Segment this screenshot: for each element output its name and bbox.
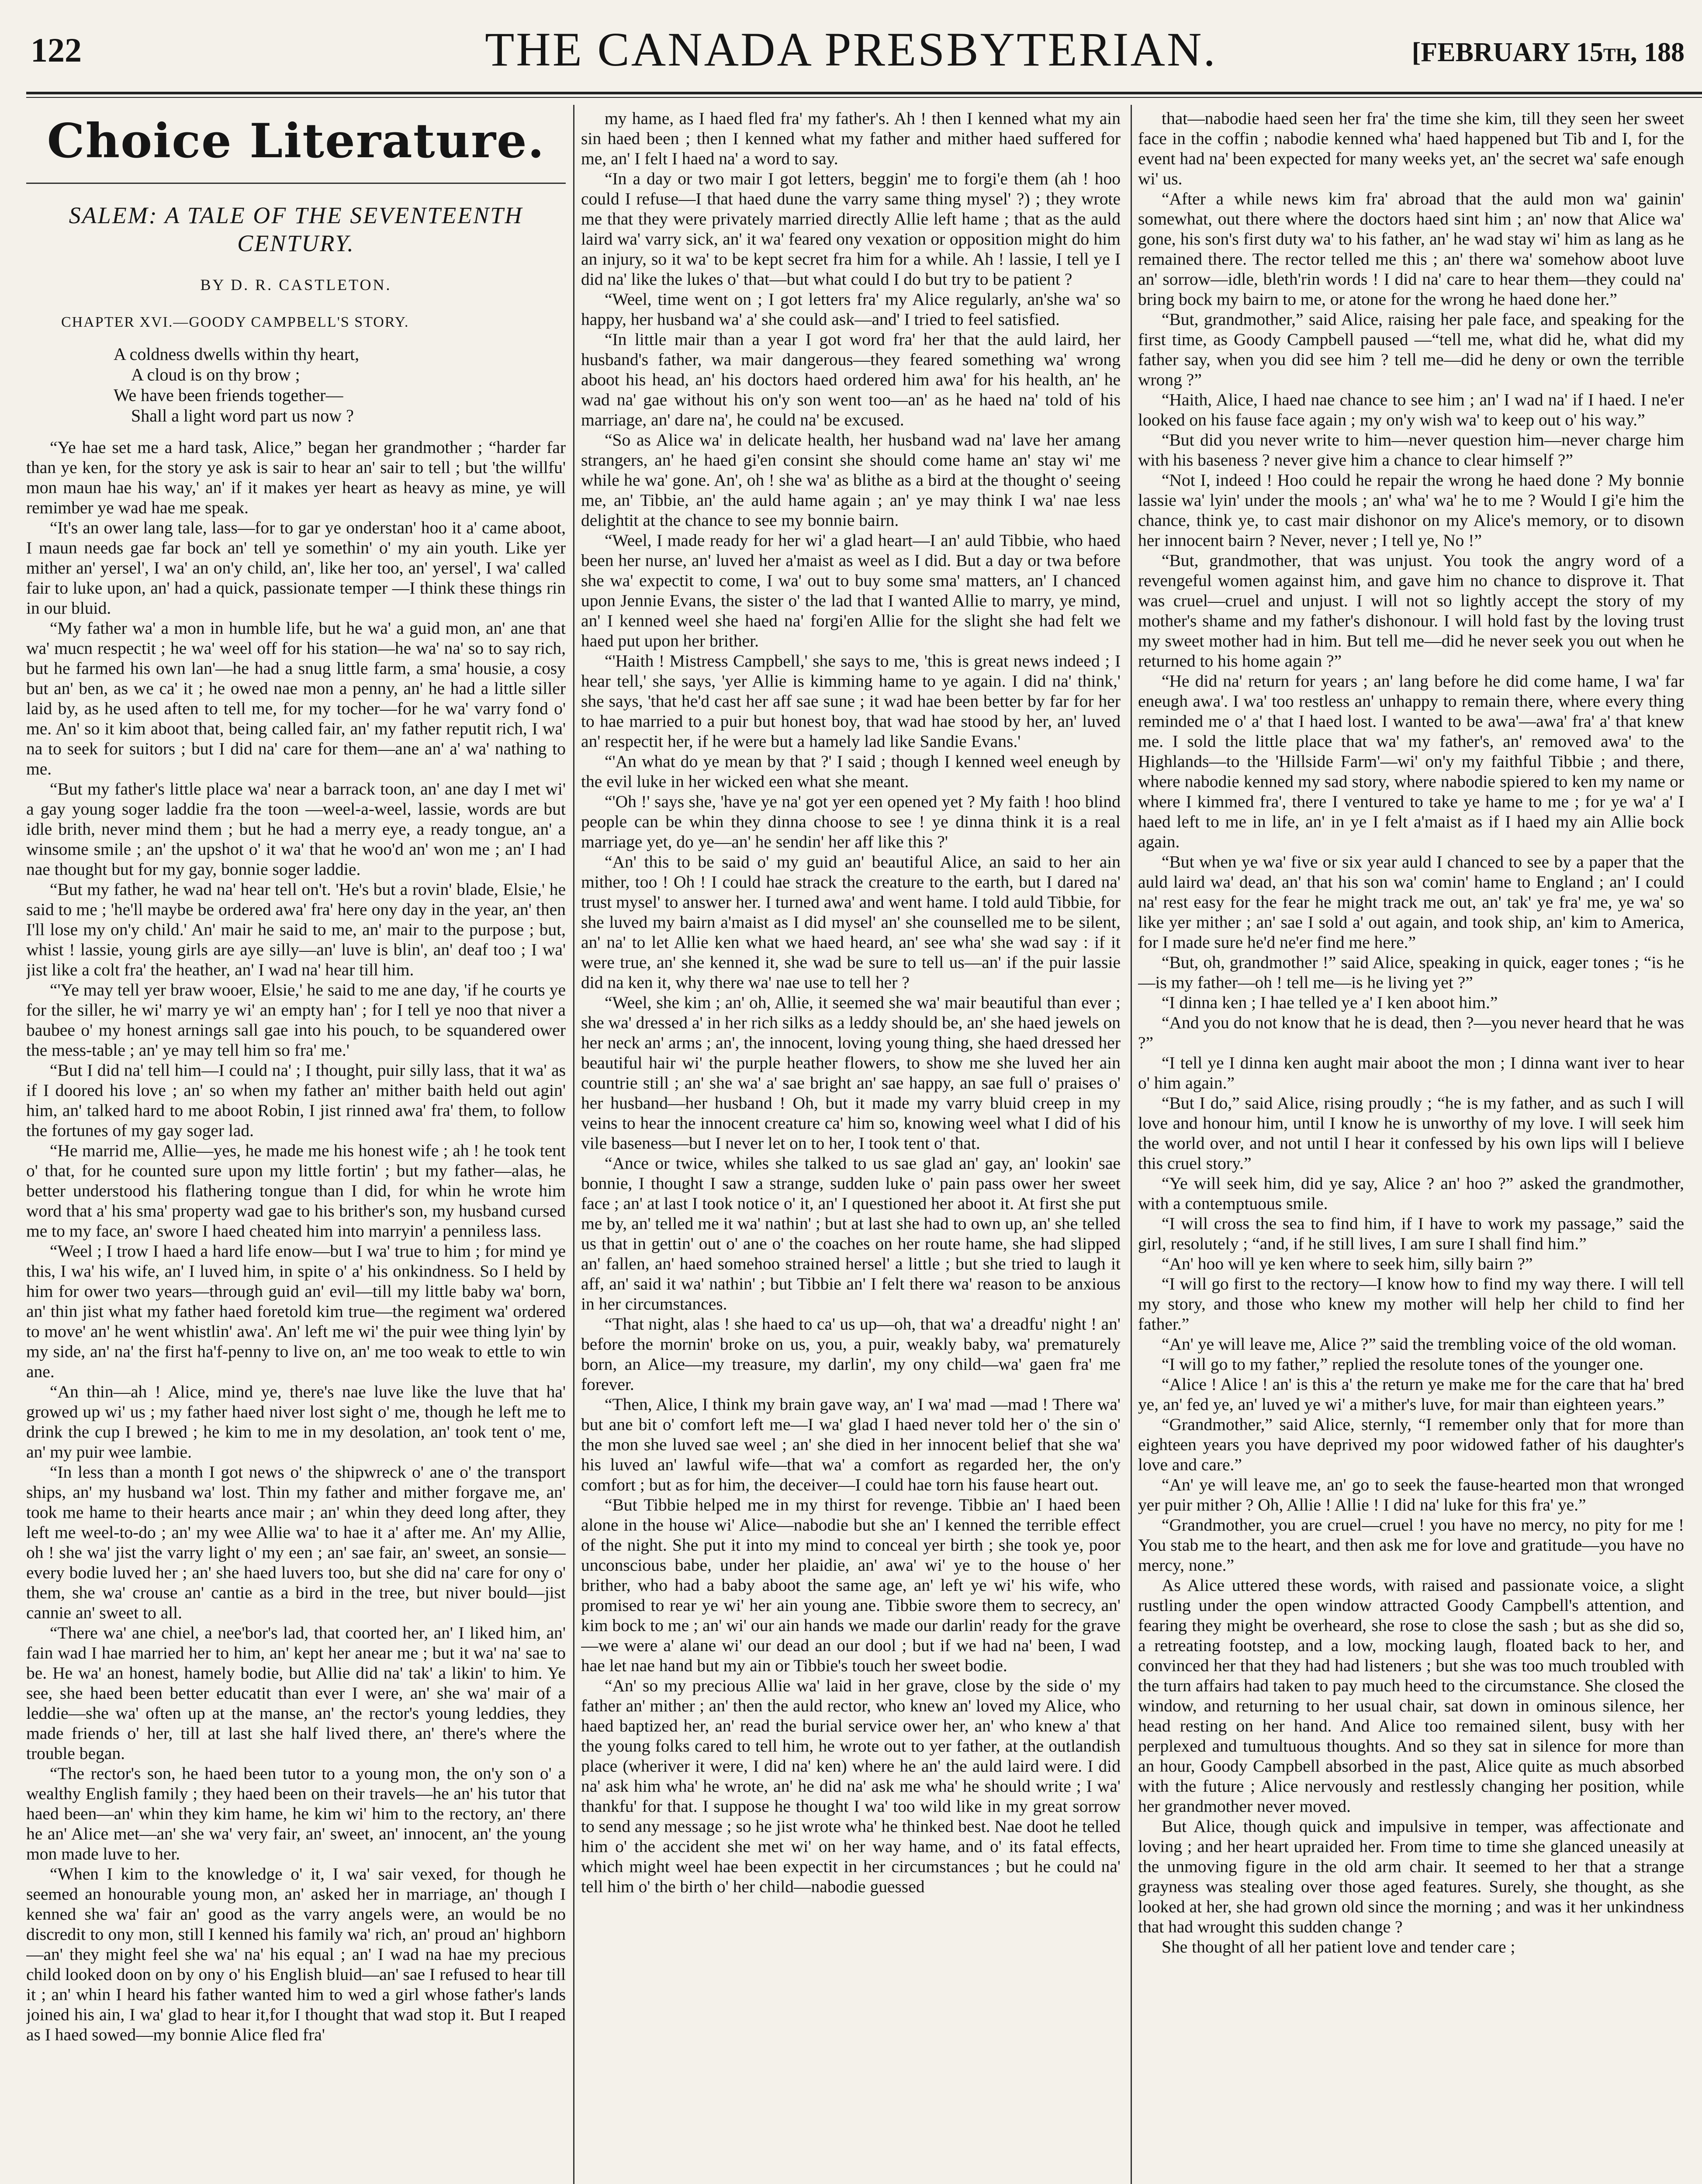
- paragraph: “But did you never write to him—never question him—never charge him with his baseness ? never give him a chance to clear himself ?”: [1138, 430, 1684, 470]
- verse-line: A coldness dwells within thy heart,: [114, 344, 360, 364]
- paragraph: “I dinna ken ; I hae telled ye a' I ken aboot him.”: [1162, 993, 1498, 1012]
- paragraph: “Haith, Alice, I haed nae chance to see him ; an' I wad na' if I haed. I ne'er looked on his fause face again ; my on'y wish wa' to keep out o' his way.”: [1138, 390, 1684, 429]
- paragraph: “When I kim to the knowledge o' it, I wa' sair vexed, for though he seemed an honourable young mon, an' asked her in marriage, an' though I kenned she wa' fair an' good as the varry angels were, an would be no discredit to ony mon, still I kenned his family wa' rich, an' proud an' highborn—an' they might feel she wa' na' his equal ; an' I wad na hae my precious child looked doon on by ony o' his English bluid—an' sae I refused to hear till it ; an' whin I heard his father wanted him to wed a girl whose father's lands joined his ain, I wa' glad to hear it,for I thought that wad stop it. But I reaped as I haed sowed—my bonnie Alice fled fra': [26, 1864, 566, 2044]
- paragraph: She thought of all her patient love and tender care ;: [1162, 1937, 1515, 1956]
- verse-line: Shall a light word part us now ?: [131, 406, 354, 425]
- paragraph: “That night, alas ! she haed to ca' us up—oh, that wa' a dreadfu' night ! an' before the mornin' broke on us, you, a puir, weakly baby, wa' prematurely born, an Alice—my treasure, my darlin', my ony child—wa' gaen fra' me forever.: [581, 1314, 1121, 1394]
- paragraph: “Weel, she kim ; an' oh, Allie, it seemed she wa' mair beautiful than ever ; she wa' dressed a' in her rich silks as a leddy should be, an' she haed jewels on her neck an' arms ; an', the innocent, loving young thing, she haed dressed her beautiful hair wi' the purple heather flowers, to show me she luved her ain countrie still ; an' she wa' a' sae bright an' sae happy, an sae full o' praises o' her husband—her husband ! Oh, but it made my varry bluid creep in my veins to hear the innocent creature ca' him so, knowing weel what I did of his vile baseness—but I never let on to her, I took tent o' that.: [581, 993, 1121, 1153]
- paragraph: “Then, Alice, I think my brain gave way, an' I wa' mad —mad ! There wa' but ane bit o' comfort left me—I wa' glad I haed never told her o' the sin o' the mon she luved sae weel ; an' she died in her innocent belief that she wa' his luved an' lawful wife—that wa' a comfort as regarded her, the on'y comfort ; but as for him, the deceiver—I could hae torn his fause heart out.: [581, 1395, 1121, 1494]
- byline: BY D. R. CASTLETON.: [200, 276, 392, 294]
- paragraph: “So as Alice wa' in delicate health, her husband wad na' lave her amang strangers, an' he haed gi'en consint she should come hame an' stay wi' me while he wa' gone. An', oh ! she wa' as blithe as a bird at the thought o' seeing me, an' Tibbie, an' the auld hame again ; an' ye may think I wa' nae less delightit at the chance to see my bonnie bairn.: [581, 430, 1121, 530]
- paragraph: “In less than a month I got news o' the shipwreck o' ane o' the transport ships, an' my husband wa' lost. Thin my father and mither forgave me, an' took me hame to their hearts ance mair ; an' whin they deed long after, they left me weel-to-do ; an' my wee Allie wa' to hae it a' after me. An' my Allie, oh ! she wa' jist the varry light o' my een ; an' sae fair, an' sweet, an sonsie—every bodie luved her ; an' she haed luvers too, but she did na' care for ony o' them, she wa' crouse an' cantie as a bird in the tree, but niver bould—jist cannie an' sweet to all.: [26, 1462, 566, 1622]
- paragraph: “An' this to be said o' my guid an' beautiful Alice, an said to her ain mither, too ! Oh ! I could hae strack the creature to the earth, but I dared na' trust mysel' to answer her. I turned awa' and went hame. I told auld Tibbie, for she luved my bairn a'maist as I did mysel' an' she counselled me to be silent, an' na' to let Allie ken what we haed heard, an' see wha' she wad say : if it were true, an' she kenned it, she wad be sure to tell us—an' if the puir lassie did na ken it, why there wa' nae use to tell her ?: [581, 852, 1121, 992]
- issue-date: [FEBRUARY 15th, 188: [1411, 38, 1685, 67]
- paragraph: “Weel, I made ready for her wi' a glad heart—I an' auld Tibbie, who haed been her nurse, an' luved her a'maist as weel as I did. But a day or twa before she wa' expectit to come, I wa' out to buy some sma' matters, an' I chanced upon Jennie Evans, the sister o' the lad that I wanted Allie to marry, ye mind, an' I kenned weel she haed na' forgi'en Allie for the slight she had felt we haed put upon her brither.: [581, 531, 1121, 650]
- paragraph: “'An what do ye mean by that ?' I said ; though I kenned weel eneugh by the evil luke in her wicked een what she meant.: [581, 752, 1121, 791]
- paragraph: “But I do,” said Alice, rising proudly ; “he is my father, and as such I will love and honour him, until I know he is unworthy of my love. I will seek him the world over, and not until I hear it confessed by his own lips will I believe this cruel story.”: [1138, 1093, 1684, 1173]
- column-2: [581, 108, 1121, 2184]
- column-1-text: [26, 437, 566, 2045]
- paragraph: “I will go to my father,” replied the resolute tones of the younger one.: [1162, 1355, 1643, 1374]
- paragraph: “Grandmother, you are cruel—cruel ! you have no mercy, no pity for me ! You stab me to the heart, and then ask me for love and gratitude—you have no mercy, none.”: [1138, 1515, 1684, 1575]
- paragraph: As Alice uttered these words, with raised and passionate voice, a slight rustling under the open window attracted Goody Campbell's attention, and fearing they might be overheard, she rose to close the sash ; but as she did so, a retreating footstep, and a low, mocking laugh, floated back to her, and convinced her that they had had listeners ; but she was too much troubled with the turn affairs had taken to pay much heed to the circumstance. She closed the window, and returning to her usual chair, sat down in ominous silence, her head resting on her hand. And Alice too remained silent, busy with her perplexed and tumultuous thoughts. And so they sat in silence for more than an hour, Goody Campbell absorbed in the past, Alice quite as much absorbed with the future ; Alice nervously and restlessly changing her position, while her grandmother never moved.: [1138, 1576, 1684, 1816]
- paragraph: “'Oh !' says she, 'have ye na' got yer een opened yet ? My faith ! hoo blind people can be whin they dinna choose to see ! ye dinna think it is a real marriage yet, do ye—an' he sendin' her aff like this ?': [581, 792, 1121, 851]
- paragraph: “He marrid me, Allie—yes, he made me his honest wife ; ah ! he took tent o' that, for he counted sure upon my little fortin' ; but my father—alas, he better understood his flathering tongue than I did, for whin he wrote him word that a' his sma' property wad gae to his brither's son, my husband cursed me to my face, an' swore I haed cheated him into marryin' a penniless lass.: [26, 1141, 566, 1241]
- paragraph: my hame, as I haed fled fra' my father's. Ah ! then I kenned what my ain sin haed been ; then I kenned what my father and mither haed suffered for me, an' I felt I haed na' a word to say.: [581, 109, 1121, 168]
- paragraph: “An' ye will leave me, Alice ?” said the trembling voice of the old woman.: [1162, 1334, 1677, 1354]
- paragraph: that—nabodie haed seen her fra' the time she kim, till they seen her sweet face in the coffin ; nabodie kenned wha' haed happened but Tib and I, for the event had na' been expected for many weeks yet, an' the secret wa' safe enough wi' us.: [1138, 109, 1684, 188]
- paragraph: “Not I, indeed ! Hoo could he repair the wrong he haed done ? My bonnie lassie wa' lyin' under the mools ; an' wha' wa' he to me ? Would I gi'e him the chance, think ye, to cast mair dishonor on my Alice's memory, or to disown her innocent bairn ? Never, never ; I tell ye, No !”: [1138, 470, 1684, 550]
- column-2-text: [581, 108, 1121, 1897]
- paragraph: “I tell ye I dinna ken aught mair aboot the mon ; I dinna want iver to hear o' him again.”: [1138, 1053, 1684, 1092]
- paragraph: “But, grandmother,” said Alice, raising her pale face, and speaking for the first time, as Goody Campbell paused —“tell me, what did he, what did my father say, when you did see him ? tell me—did he deny or own the terrible wrong ?”: [1138, 310, 1684, 389]
- paragraph: “Ance or twice, whiles she talked to us sae glad an' gay, an' lookin' sae bonnie, I thought I saw a strange, sudden luke o' pain pass ower her sweet face ; an' at last I took notice o' it, an' I questioned her aboot it. At first she put me by, an' telled me it wa' nathin' ; but at last she had to own up, an' she telled us that in gettin' out o' ane o' the coaches on her route hame, she had slipped an' fallen, an' haed somehoo strained hersel' a little ; but she tried to laugh it aff, an' said it wa' nathin' ; but Tibbie an' I felt there wa' reason to be anxious in her circumstances.: [581, 1154, 1121, 1313]
- column-1: [26, 108, 566, 2184]
- paragraph: “And you do not know that he is dead, then ?—you never heard that he was ?”: [1138, 1013, 1684, 1052]
- paragraph: “In a day or two mair I got letters, beggin' me to forgi'e them (ah ! hoo could I refuse—I that haed dune the varry same thing mysel' ?) ; they wrote me that they were privately married directly Allie left hame ; that as the auld laird wa' varry sick, an' it wa' feared ony vexation or opposition might do him an injury, so it wa' to be kept secret fra him for a while. Ah ! lassie, I tell ye I did na' like the lukes o' that—but what could I do but try to be patient ?: [581, 169, 1121, 289]
- paragraph: “Weel, time went on ; I got letters fra' my Alice regularly, an'she wa' so happy, her husband wa' a' she could ask—and' I tried to feel satisfied.: [581, 290, 1121, 329]
- paragraph: “My father wa' a mon in humble life, but he wa' a guid mon, an' ane that wa' mucn respectit ; he wa' weel off for his station—he wa' na' so to say rich, but he farmed his own lan'—he had a snug little farm, a sma' housie, a cosy but an' ben, as we ca' it ; he owed nae mon a penny, an' he had a little siller laid by, as he used aften to tell me, for my tocher—for he wa' varry fond o' me. An' so it kim aboot that, being called fair, an' my father reputit rich, I wa' na to seek for suitors ; but I did na' care for them—ane an' a' wa' nathing to me.: [26, 619, 566, 778]
- paragraph: “But, oh, grandmother !” said Alice, speaking in quick, eager tones ; “is he—is my father—oh ! tell me—is he living yet ?”: [1138, 953, 1684, 992]
- paragraph: “In little mair than a year I got word fra' her that the auld laird, her husband's father, wa mair dangerous—they feared something wa' wrong aboot his head, an' his doctors haed ordered him awa' for his health, an' he wad na' gae without his on'y son went too—an' as he haed na' told of his marriage, an' dare na', he could na' be excused.: [581, 330, 1121, 429]
- paragraph: But Alice, though quick and impulsive in temper, was affectionate and loving ; and her heart upraided her. From time to time she glanced uneasily at the unmoving figure in the old arm chair. It seemed to her that a strange grayness was stealing over those aged features. Surely, she thought, as she looked at her, she had grown old since the morning ; and was it her unkindness that had wrought this sudden change ?: [1138, 1817, 1684, 1936]
- paragraph: “But Tibbie helped me in my thirst for revenge. Tibbie an' I haed been alone in the house wi' Alice—nabodie but she an' I kenned the terrible effect of the night. She put it into my mind to conceal yer birth ; she took ye, poor unconscious babe, under her plaidie, an' awa' wi' ye to the house o' her brither, who had a baby aboot the same age, an' left ye wi' his wife, who promised to rear ye wi' her ain young ane. Tibbie swore them to secrecy, an' kim bock to me ; an' wi' our ain hands we made our darlin' ready for the grave—we were a' alane wi' our dead an our dool ; but if we had na' been, I wad hae let nae hand but my ain or Tibbie's touch her sweet bodie.: [581, 1495, 1121, 1675]
- header-rule: [26, 92, 1702, 94]
- paragraph: “The rector's son, he haed been tutor to a young mon, the on'y son o' a wealthy English family ; they haed been on their travels—he an' his tutor that haed been—an' whin they kim hame, he kim wi' him to the rectory, an' there he an' Alice met—an' she wa' very fair, an' sweet, an' innocent, an' the young mon made luve to her.: [26, 1764, 566, 1863]
- paragraph: “Ye hae set me a hard task, Alice,” began her grandmother ; “harder far than ye ken, for the story ye ask is sair to hear an' sair to tell ; but 'the willfu' mon maun hae his way,' an' if it makes yer heart as heavy as mine, ye will remimber ye wad hae me speak.: [26, 438, 566, 517]
- chapter-heading: CHAPTER XVI.—GOODY CAMPBELL'S STORY.: [61, 314, 409, 330]
- masthead: THE CANADA PRESBYTERIAN.: [485, 23, 1217, 76]
- paragraph: “But my father, he wad na' hear tell on't. 'He's but a rovin' blade, Elsie,' he said to me ; 'he'll maybe be ordered awa' fra' here ony day in the year, an' then I'll lose my on'y child.' An' mair he said to me, an' mair to the purpose ; but, whist ! lassie, young girls are aye silly—an' luve is blin', an' deaf too ; I wa' jist like a colt fra' the heather, an' I wad na' hear till him.: [26, 880, 566, 979]
- paragraph: “After a while news kim fra' abroad that the auld mon wa' gainin' somewhat, out there where the doctors haed sint him ; an' now that Alice wa' gone, his son's first duty wa' to his father, an' he wad stay wi' him as lang as he remained there. The rector telled me this ; an' there wa' somehow aboot luve an' sorrow—idle, bleth'rin words ! I did na' care to hear them—they could na' bring bock my bairn to me, or atone for the wrong he haed done her.”: [1138, 189, 1684, 309]
- epigraph-verse: [114, 344, 566, 426]
- paragraph: “An' hoo will ye ken where to seek him, silly bairn ?”: [1162, 1254, 1533, 1273]
- paragraph: “An thin—ah ! Alice, mind ye, there's nae luve like the luve that ha' growed up wi' us ; my father haed niver lost sight o' me, though he left me to drink the cup I brewed ; he kim to me in my desolation, an' took tent o' me, an' my puir wee lambie.: [26, 1382, 566, 1462]
- paragraph: “But I did na' tell him—I could na' ; I thought, puir silly lass, that it wa' as if I doored his love ; an' so when my father an' mither baith held out agin' him, an' talked hard to me aboot Robin, I jist rinned awa' fra' them, to follow the fortunes of my gay soger lad.: [26, 1061, 566, 1140]
- column-divider: [1131, 105, 1132, 2184]
- verse-line: We have been friends together—: [114, 385, 343, 405]
- paragraph: “There wa' ane chiel, a nee'bor's lad, that coorted her, an' I liked him, an' fain wad I hae married her to him, an' kept her anear me ; but it wa' na' sae to be. He wa' an honest, hamely bodie, but Allie did na' tak' a likin' to him. Ye see, she haed been better educatit than ever I were, an' she wa' mair of a leddie—she wa' often up at the manse, an' the rector's young leddies, they made friends o' her, till at last she half lived there, an' there's where the trouble began.: [26, 1623, 566, 1763]
- paragraph: “It's an ower lang tale, lass—for to gar ye onderstan' hoo it a' came aboot, I maun needs gae far bock an' tell ye somethin' o' my ain youth. Like yer mither an' yersel', I wa' an on'y child, an', like her too, an' yersel', I wa' called fair to luke upon, an' had a quick, passionate temper —I think these things rin in our bluid.: [26, 518, 566, 618]
- paragraph: “Weel ; I trow I haed a hard life enow—but I wa' true to him ; for mind ye this, I wa' his wife, an' I luved him, in spite o' a' his onkindness. So I held by him for ower two years—through guid an' evil—till my little baby wa' born, an' thin jist what my father haed foretold kim true—the regiment wa' ordered to move' an' he went whistlin' awa'. An' left me wi' the puir wee thing lyin' by my side, an' na' the first ha'f-penny to live on, an' me too weak to ettle to win ane.: [26, 1241, 566, 1381]
- section-rule: [26, 183, 566, 184]
- column-3: [1138, 108, 1684, 2184]
- paragraph: “But, grandmother, that was unjust. You took the angry word of a revengeful women against him, and gave him no chance to disprove it. That was cruel—cruel and unjust. I will not so lightly accept the story of my mother's shame and my father's dishonour. I will hold fast by the loving trust my sweet mother had in him. But tell me—did he never seek you out when he returned to his home again ?”: [1138, 551, 1684, 670]
- paragraph: “An' ye will leave me, an' go to seek the fause-hearted mon that wronged yer puir mither ? Oh, Allie ! Allie ! I did na' luke for this fra' ye.”: [1138, 1475, 1684, 1514]
- page-number: 122: [31, 31, 82, 69]
- header-rule-thin: [26, 97, 1702, 98]
- paragraph: “'Ye may tell yer braw wooer, Elsie,' he said to me ane day, 'if he courts ye for the siller, he wi' marry ye wi' an empty han' ; for I tell ye noo that niver a baubee o' my honest arnings sall gae into his pouch, to be squandered ower the mess-table ; an' ye may tell him so fra' me.': [26, 980, 566, 1060]
- paragraph: “Alice ! Alice ! an' is this a' the return ye make me for the care that ha' bred ye, an' fed ye, an' luved ye wi' a mither's luve, for mair than eighteen years.”: [1138, 1375, 1684, 1414]
- paragraph: “Ye will seek him, did ye say, Alice ? an' hoo ?” asked the grandmother, with a contemptuous smile.: [1138, 1174, 1684, 1213]
- paragraph: “An' so my precious Allie wa' laid in her grave, close by the side o' my father an' mither ; an' then the auld rector, who knew an' loved my Alice, who haed baptized her, an' read the burial service ower her, an' who knew a' that the young folks cared to tell him, he wrote out to yer father, at the outlandish place (wheriver it were, I did na' ken) where he an' the auld laird were. I did na' ask him wha' he wrote, an' he did na' ask me wha' he should write ; I wa' thankfu' for that. I suppose he thought I wa' too wild like in my great sorrow to send any message ; so he jist wrote wha' he thinked best. Nae doot he telled him o' the accident she met wi' on her way hame, and o' its fatal effects, which might weel hae been expectit in her circumstances ; but he could na' tell him o' the birth o' her child—nabodie guessed: [581, 1676, 1121, 1896]
- paragraph: “'Haith ! Mistress Campbell,' she says to me, 'this is great news indeed ; I hear tell,' she says, 'yer Allie is kimming hame to ye again. I did na' think,' she says, 'that he'd cast her aff sae sune ; it wad hae been better by far for her to hae married to a puir but honest boy, that wad hae stood by her, an' luved an' respectit her, if he were but a hamely lad like Sandie Evans.': [581, 651, 1121, 751]
- paragraph: “Grandmother,” said Alice, sternly, “I remember only that for more than eighteen years you have deprived my poor widowed father of his daughter's love and care.”: [1138, 1415, 1684, 1474]
- column-3-text: [1138, 108, 1684, 1957]
- paragraph: “I will go first to the rectory—I know how to find my way there. I will tell my story, and those who knew my mother will help her child to find her father.”: [1138, 1274, 1684, 1334]
- paragraph: “But when ye wa' five or six year auld I chanced to see by a paper that the auld laird wa' dead, an' that his son wa' comin' hame to England ; an' I could na' rest easy for the fear he might track me out, an' tak' ye fra' me, ye wa' so like yer mither ; an' sae I sold a' out again, and took ship, an' kim to America, for I made sure he'd ne'er find me here.”: [1138, 852, 1684, 952]
- section-title: Choice Literature.: [47, 114, 545, 169]
- paragraph: “But my father's little place wa' near a barrack toon, an' ane day I met wi' a gay young soger laddie fra the toon —weel-a-weel, lassie, words are but idle brith, never mind them ; but he had a merry eye, a ready tongue, an' a winsome smile ; an' the upshot o' it wa' that he woo'd an' won me ; an' I had nae thought but for my gay, bonnie soger laddie.: [26, 779, 566, 879]
- paragraph: “I will cross the sea to find him, if I have to work my passage,” said the girl, resolutely ; “and, if he still lives, I am sure I shall find him.”: [1138, 1214, 1684, 1253]
- story-title: SALEM: A TALE OF THE SEVENTEENTH CENTURY.: [69, 202, 523, 256]
- column-divider: [573, 105, 574, 2184]
- page-header: [0, 0, 1702, 74]
- verse-line: A cloud is on thy brow ;: [131, 365, 300, 384]
- paragraph: “He did na' return for years ; an' lang before he did come hame, I wa' far eneugh awa'. I wa' too restless an' unhappy to remain there, where every thing reminded me o' a' that I haed lost. I wanted to be awa'—awa' fra' a' that knew me. I sold the little place that wa' my father's, an' removed awa' to the Highlands—to the 'Hillside Farm'—wi' on'y my faithful Tibbie ; and there, where nabodie kenned my sad story, where nabodie spiered to ken my name or where I kimmed fra', there I ventured to take ye hame to me ; for ye wa' a' I haed left to me in life, an' in ye I felt a'maist as if I haed my ain Allie bock again.: [1138, 671, 1684, 851]
